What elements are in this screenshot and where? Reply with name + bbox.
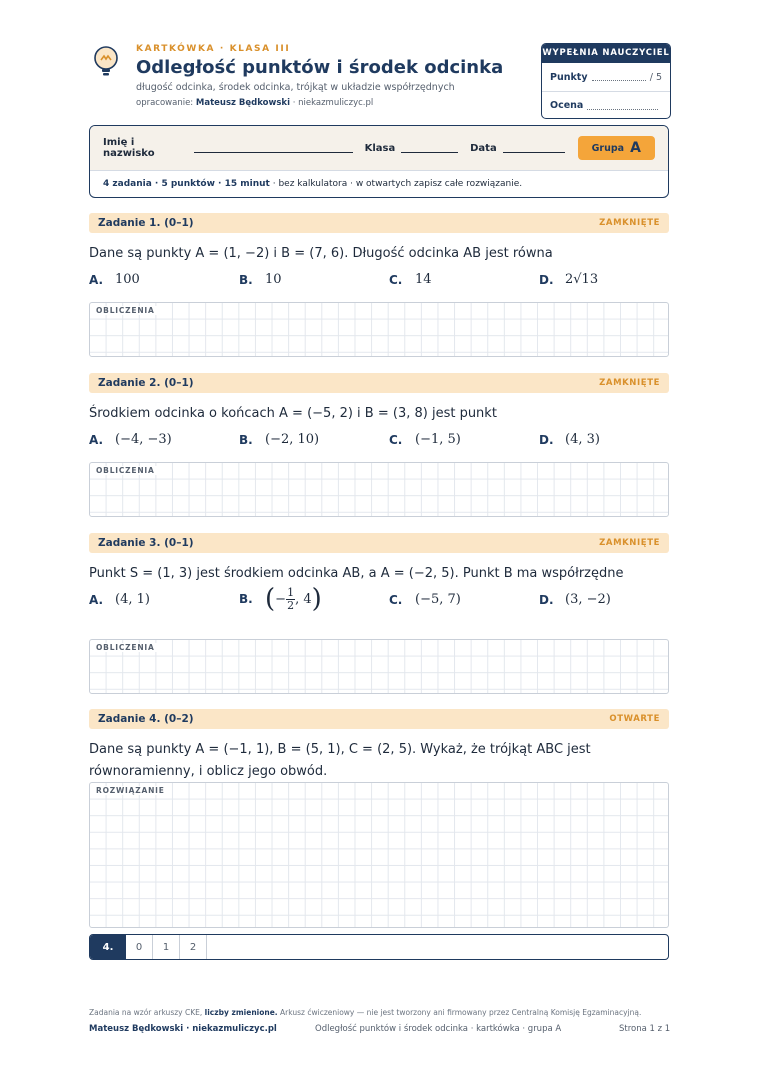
group-letter: A xyxy=(630,140,641,156)
work-area-label: OBLICZENIA xyxy=(96,643,155,652)
task-1-option-a[interactable] xyxy=(89,272,140,287)
score-option-2[interactable]: 2 xyxy=(180,935,207,959)
footer-page-number: Strona 1 z 1 xyxy=(619,1024,671,1034)
task-3-title: Zadanie 3. (0–1) xyxy=(98,537,194,549)
exam-info xyxy=(90,171,668,197)
footer-note-suffix: Arkusz ćwiczeniowy — nie jest tworzony ani firmowany przez Centralną Komisję Egzaminacyjną. xyxy=(280,1008,642,1017)
group-label: Grupa xyxy=(591,142,625,154)
option-label: C. xyxy=(389,272,403,287)
byline-suffix: · niekazmuliczyc.pl xyxy=(292,98,374,108)
teacher-box-heading: WYPEŁNIA NAUCZYCIEL xyxy=(542,44,670,63)
option-value: (4, 3) xyxy=(565,432,600,447)
page-subtitle: długość odcinka, środek odcinka, trójkąt w układzie współrzędnych xyxy=(136,82,455,93)
option-value: 10 xyxy=(265,272,282,287)
close-paren: ) xyxy=(311,584,322,614)
name-label: Imię i nazwisko xyxy=(103,137,155,159)
task-4-solution-area[interactable] xyxy=(89,782,669,928)
student-info-box xyxy=(89,125,669,198)
option-value: (3, −2) xyxy=(565,592,611,607)
score-task-number: 4. xyxy=(90,935,126,959)
footer-document-info: Odległość punktów i środek odcinka · kartkówka · grupa A xyxy=(315,1024,562,1034)
date-label: Data xyxy=(470,142,497,154)
task-1-type: ZAMKNIĘTE xyxy=(599,218,660,228)
grade-label: Ocena xyxy=(550,100,584,111)
option-value: 2√13 xyxy=(565,272,599,287)
task-4-score-strip xyxy=(89,934,669,960)
group-badge xyxy=(578,136,656,160)
task-2-work-area[interactable] xyxy=(89,462,669,517)
task-2-option-c[interactable] xyxy=(389,432,461,447)
task-1-work-area[interactable] xyxy=(89,302,669,357)
option-value: 14 xyxy=(415,272,432,287)
date-field[interactable] xyxy=(503,143,566,153)
task-3-type: ZAMKNIĘTE xyxy=(599,538,660,548)
footer-note-bold: liczby zmienione. xyxy=(204,1008,278,1017)
work-area-label: OBLICZENIA xyxy=(96,466,155,475)
fraction-rest: , 4 xyxy=(295,591,312,607)
score-option-0[interactable]: 0 xyxy=(126,935,153,959)
option-label: A. xyxy=(89,592,104,607)
exam-info-rest: · bez kalkulatora · w otwartych zapisz całe rozwiązanie. xyxy=(272,179,523,189)
option-label: D. xyxy=(539,432,554,447)
option-label: B. xyxy=(239,592,253,606)
teacher-box xyxy=(541,43,671,119)
fraction xyxy=(286,587,295,612)
footer-author: Mateusz Będkowski · niekazmuliczyc.pl xyxy=(89,1024,277,1034)
lightbulb-icon xyxy=(91,45,121,77)
option-label: B. xyxy=(239,432,253,447)
option-label: D. xyxy=(539,592,554,607)
task-4-title: Zadanie 4. (0–2) xyxy=(98,713,194,725)
task-2-option-d[interactable] xyxy=(539,432,600,447)
task-3-option-b[interactable] xyxy=(239,586,322,612)
score-option-1[interactable]: 1 xyxy=(153,935,180,959)
option-label: A. xyxy=(89,432,104,447)
class-field[interactable] xyxy=(401,143,458,153)
task-2-option-a[interactable] xyxy=(89,432,172,447)
student-fields-row xyxy=(90,126,668,171)
work-area-label: ROZWIĄZANIE xyxy=(96,786,165,795)
task-4-header xyxy=(89,709,669,729)
task-3-work-area[interactable] xyxy=(89,639,669,694)
task-4-type: OTWARTE xyxy=(609,714,660,724)
task-1-option-c[interactable] xyxy=(389,272,432,287)
option-label: A. xyxy=(89,272,104,287)
task-4-stem-line-2: równoramienny, i oblicz jego obwód. xyxy=(89,764,328,779)
task-3-option-a[interactable] xyxy=(89,592,150,607)
byline-prefix: opracowanie: xyxy=(136,98,194,108)
task-1-option-d[interactable] xyxy=(539,272,598,287)
task-4-stem-line-1: Dane są punkty A = (−1, 1), B = (5, 1), C = (2, 5). Wykaż, że trójkąt ABC jest xyxy=(89,742,591,757)
points-max: / 5 xyxy=(649,71,662,83)
open-paren: ( xyxy=(265,584,276,614)
footer-note xyxy=(89,1008,641,1017)
exam-info-bold: 4 zadania · 5 punktów · 15 minut xyxy=(103,179,270,189)
task-1-stem: Dane są punkty A = (1, −2) i B = (7, 6). Długość odcinka AB jest równa xyxy=(89,246,553,261)
task-2-title: Zadanie 2. (0–1) xyxy=(98,377,194,389)
task-3-stem: Punkt S = (1, 3) jest środkiem odcinka AB, a A = (−2, 5). Punkt B ma współrzędne xyxy=(89,566,624,581)
option-value: (−5, 7) xyxy=(415,592,461,607)
option-value: (−1, 5) xyxy=(415,432,461,447)
points-label: Punkty xyxy=(550,71,588,83)
option-value: 100 xyxy=(115,272,140,287)
task-2-header xyxy=(89,373,669,393)
byline-author: Mateusz Będkowski xyxy=(195,98,291,108)
task-3-option-d[interactable] xyxy=(539,592,611,607)
name-field[interactable] xyxy=(194,143,353,153)
page-title: Odległość punktów i środek odcinka xyxy=(136,57,504,78)
class-label: Klasa xyxy=(364,142,396,154)
fraction-denominator: 2 xyxy=(287,598,295,612)
option-value: (−2, 10) xyxy=(265,432,320,447)
task-1-title: Zadanie 1. (0–1) xyxy=(98,217,194,229)
work-area-label: OBLICZENIA xyxy=(96,306,155,315)
byline xyxy=(136,98,373,108)
option-value: (4, 1) xyxy=(115,592,150,607)
option-value: (−4, −3) xyxy=(115,432,172,447)
footer-note-prefix: Zadania na wzór arkuszy CKE, xyxy=(89,1008,203,1017)
points-row xyxy=(542,63,670,91)
points-field[interactable] xyxy=(592,73,646,81)
task-3-header xyxy=(89,533,669,553)
fraction-sign: − xyxy=(275,591,287,607)
task-2-type: ZAMKNIĘTE xyxy=(599,378,660,388)
grade-row xyxy=(542,91,670,119)
grade-field[interactable] xyxy=(587,102,658,110)
option-label: C. xyxy=(389,592,403,607)
task-2-option-b[interactable] xyxy=(239,432,319,447)
task-1-option-b[interactable] xyxy=(239,272,282,287)
fraction-numerator: 1 xyxy=(287,585,295,599)
task-1-header xyxy=(89,213,669,233)
option-label: C. xyxy=(389,432,403,447)
task-3-option-c[interactable] xyxy=(389,592,461,607)
document-kicker: KARTKÓWKA · KLASA III xyxy=(136,44,291,54)
task-2-stem: Środkiem odcinka o końcach A = (−5, 2) i B = (3, 8) jest punkt xyxy=(89,406,497,421)
option-label: B. xyxy=(239,272,253,287)
option-label: D. xyxy=(539,272,554,287)
